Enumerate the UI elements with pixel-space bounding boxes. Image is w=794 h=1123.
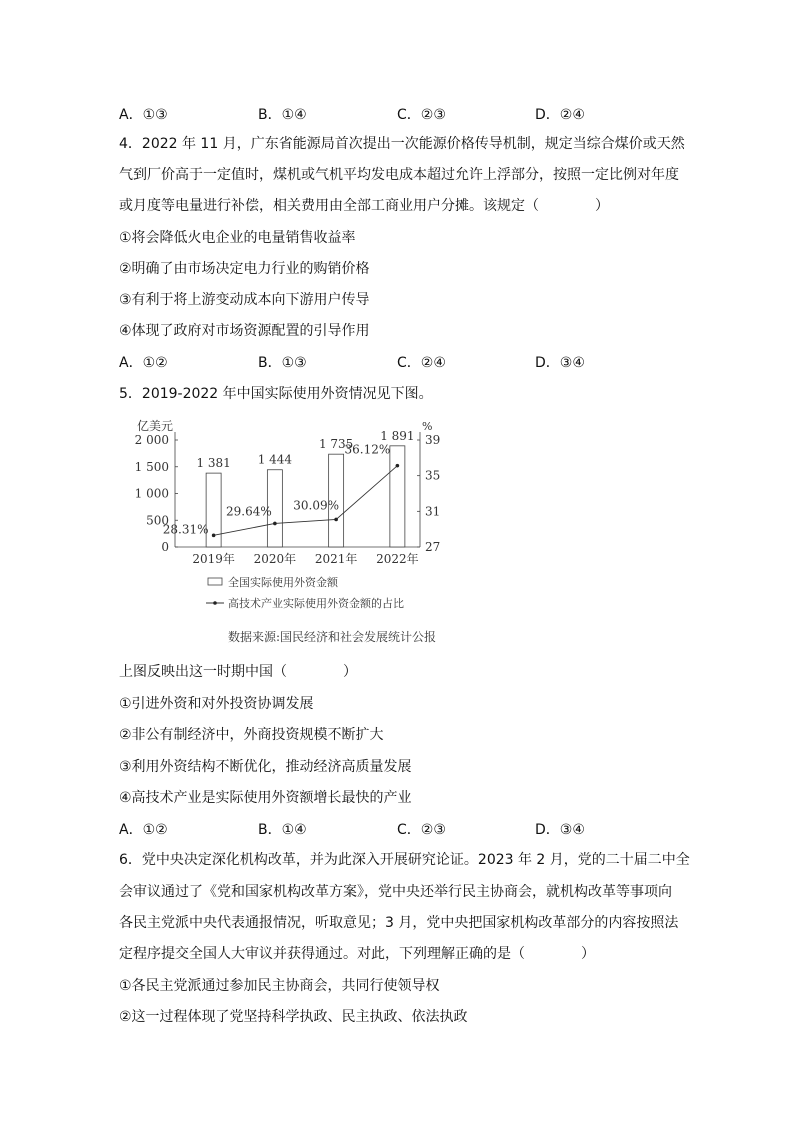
- q4-item-3: ③有利于将上游变动成本向下游用户传导: [119, 292, 370, 308]
- q4-item-2: ②明确了由市场决定电力行业的购销价格: [119, 261, 370, 277]
- chart-source: 数据来源:国民经济和社会发展统计公报: [228, 630, 437, 644]
- x-tick-label: 2021年: [314, 552, 358, 566]
- q6-stem-line-4: 定程序提交全国人大审议并获得通过。对此，下列理解正确的是（ ）: [119, 946, 595, 962]
- right-axis-tick-label: 35: [425, 468, 441, 483]
- right-axis-tick-label: 31: [425, 504, 441, 519]
- q4-stem-line-3: 或月度等电量进行补偿，相关费用由全部工商业用户分摊。该规定（ ）: [119, 198, 609, 214]
- bar-label: 1 891: [380, 428, 415, 443]
- q5-question: 上图反映出这一时期中国（ ）: [119, 664, 357, 680]
- line-label: 36.12%: [344, 442, 391, 457]
- left-axis-tick-label: 1 500: [134, 459, 169, 474]
- share-point: [212, 534, 216, 538]
- q4-option-b[interactable]: B．①③: [258, 355, 307, 371]
- q3-option-c[interactable]: C．②③: [397, 107, 446, 123]
- right-axis-tick-label: 27: [425, 540, 441, 554]
- q6-stem-line-3: 各民主党派中央代表通报情况，听取意见；3 月，党中央把国家机构改革部分的内容按照法: [119, 915, 679, 931]
- bar-label: 1 381: [196, 456, 231, 471]
- q5-item-4: ④高技术产业是实际使用外资额增长最快的产业: [119, 790, 412, 806]
- q5-option-b[interactable]: B．①④: [258, 822, 307, 838]
- q5-option-c[interactable]: C．②③: [397, 822, 446, 838]
- q5-stem: 5．2019-2022 年中国实际使用外资情况见下图。: [119, 386, 433, 402]
- x-tick-label: 2019年: [192, 552, 235, 566]
- left-axis-label: 亿美元: [137, 419, 174, 433]
- q6-item-2: ②这一过程体现了党坚持科学执政、民主执政、依法执政: [119, 1009, 468, 1025]
- line-label: 30.09%: [293, 498, 340, 513]
- legend-line-label: 高技术产业实际使用外资金额的占比: [228, 597, 404, 610]
- x-tick-label: 2022年: [376, 552, 419, 566]
- share-point: [273, 522, 277, 526]
- q5-item-2: ②非公有制经济中，外商投资规模不断扩大: [119, 727, 384, 743]
- left-axis-tick-label: 1 000: [134, 486, 169, 501]
- q5-option-d[interactable]: D．③④: [535, 822, 585, 838]
- q3-option-b[interactable]: B．①④: [258, 107, 307, 123]
- foreign-investment-chart: [130, 415, 450, 655]
- legend-bar-swatch: [208, 578, 222, 585]
- right-axis-label: %: [422, 420, 433, 433]
- q4-option-a[interactable]: A．①②: [119, 355, 168, 371]
- q3-options: [119, 104, 679, 124]
- q6-stem-line-1: 6．党中央决定深化机构改革，并为此深入开展研究论证。2023 年 2 月，党的二十届二中全: [119, 852, 690, 868]
- q3-option-d[interactable]: D．②④: [535, 107, 585, 123]
- line-label: 28.31%: [162, 522, 209, 537]
- bar-label: 1 735: [318, 437, 354, 452]
- q4-option-c[interactable]: C．②④: [397, 355, 446, 371]
- q6-stem-line-2: 会审议通过了《党和国家机构改革方案》，党中央还举行民主协商会，就机构改革等事项向: [119, 884, 672, 900]
- x-tick-label: 2020年: [253, 552, 297, 566]
- q4-option-d[interactable]: D．③④: [535, 355, 585, 371]
- q4-item-1: ①将会降低火电企业的电量销售收益率: [119, 230, 356, 246]
- q4-item-4: ④体现了政府对市场资源配置的引导作用: [119, 323, 370, 339]
- q4-options: [119, 352, 679, 372]
- share-point: [396, 464, 400, 468]
- q5-options: [119, 819, 679, 839]
- left-axis-tick-label: 2 000: [134, 433, 169, 447]
- right-axis-tick-label: 39: [425, 433, 441, 447]
- line-label: 29.64%: [225, 504, 272, 519]
- q5-item-3: ③利用外资结构不断优化，推动经济高质量发展: [119, 759, 412, 775]
- left-axis-tick-label: 500: [146, 513, 169, 528]
- share-point: [334, 518, 338, 522]
- q4-stem-line-1: 4．2022 年 11 月，广东省能源局首次提出一次能源价格传导机制，规定当综合煤价或天然: [119, 136, 685, 152]
- bar-2022年: [390, 446, 405, 547]
- q3-option-a[interactable]: A．①③: [119, 107, 168, 123]
- left-axis-tick-label: 0: [161, 540, 169, 554]
- q5-item-1: ①引进外资和对外投资协调发展: [119, 696, 314, 712]
- q5-option-a[interactable]: A．①②: [119, 822, 168, 838]
- legend-line-marker: [213, 601, 217, 605]
- q4-stem-line-2: 气到厂价高于一定值时，煤机或气机平均发电成本超过允许上浮部分，按照一定比例对年度: [119, 167, 679, 183]
- bar-label: 1 444: [257, 452, 293, 467]
- q6-item-1: ①各民主党派通过参加民主协商会，共同行使领导权: [119, 978, 440, 994]
- legend-bar-label: 全国实际使用外资金额: [228, 576, 338, 589]
